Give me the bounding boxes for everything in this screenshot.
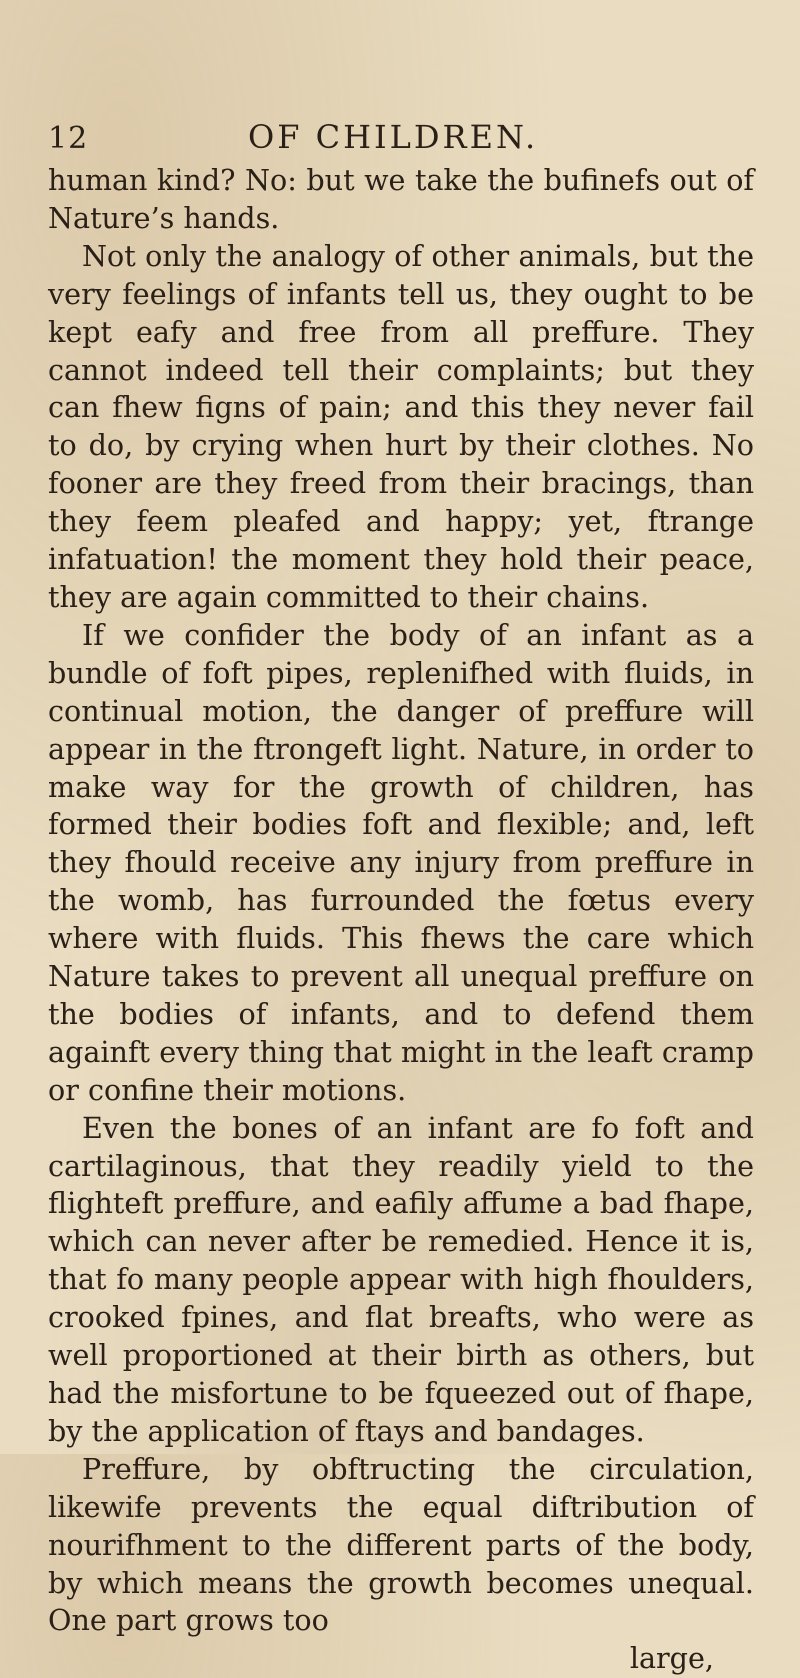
paragraph-continued: human kind? No: but we take the bufinefs out of Nature’s hands. (48, 163, 754, 235)
paragraph-pipes: If we confider the body of an infant as a bundle of foft pipes, replenifhed with fluids, in continual motion, the danger of preffure will appear in the ftrongeft light. Nature, in order to make way for the growth of children, has formed their bodies foft and flexible; and, left they fhould receive any injury from preffure in the womb, has furrounded the fœtus every where with fluids. This fhews the care which Nature takes to prevent all unequal preffure on the bodies of infants, and to defend them againft every thing that might in the leaft cramp or confine their motions. (48, 617, 754, 1107)
book-page (48, 118, 754, 1678)
running-head (48, 118, 754, 158)
running-title: OF CHILDREN. (248, 118, 539, 156)
page-number: 12 (48, 121, 89, 156)
catchword: large, (629, 1641, 714, 1676)
paragraph-bones: Even the bones of an infant are fo foft and cartilaginous, that they readily yield to the flighteft preffure, and eafily affume a bad fhape, which can never after be remedied. Hence it is, that fo many people appear with high fhoulders, crooked fpines, and flat breafts, who were as well proportioned at their birth as others, but had the misfortune to be fqueezed out of fhape, by the application of ftays and bandages. (48, 1110, 754, 1448)
paragraph-pressure: Preffure, by obftructing the circulation, likewife prevents the equal diftribution of nourifhment to the different parts of the body, by which means the growth becomes unequal. One part grows too (48, 1451, 754, 1638)
paragraph-analogy: Not only the analogy of other animals, but the very feelings of infants tell us, they ought to be kept eafy and free from all preffure. They cannot indeed tell their complaints; but they can fhew figns of pain; and this they never fail to do, by crying when hurt by their clothes. No fooner are they freed from their bracings, than they feem pleafed and happy; yet, ftrange infatuation! the moment they hold their peace, they are again committed to their chains. (48, 238, 754, 614)
